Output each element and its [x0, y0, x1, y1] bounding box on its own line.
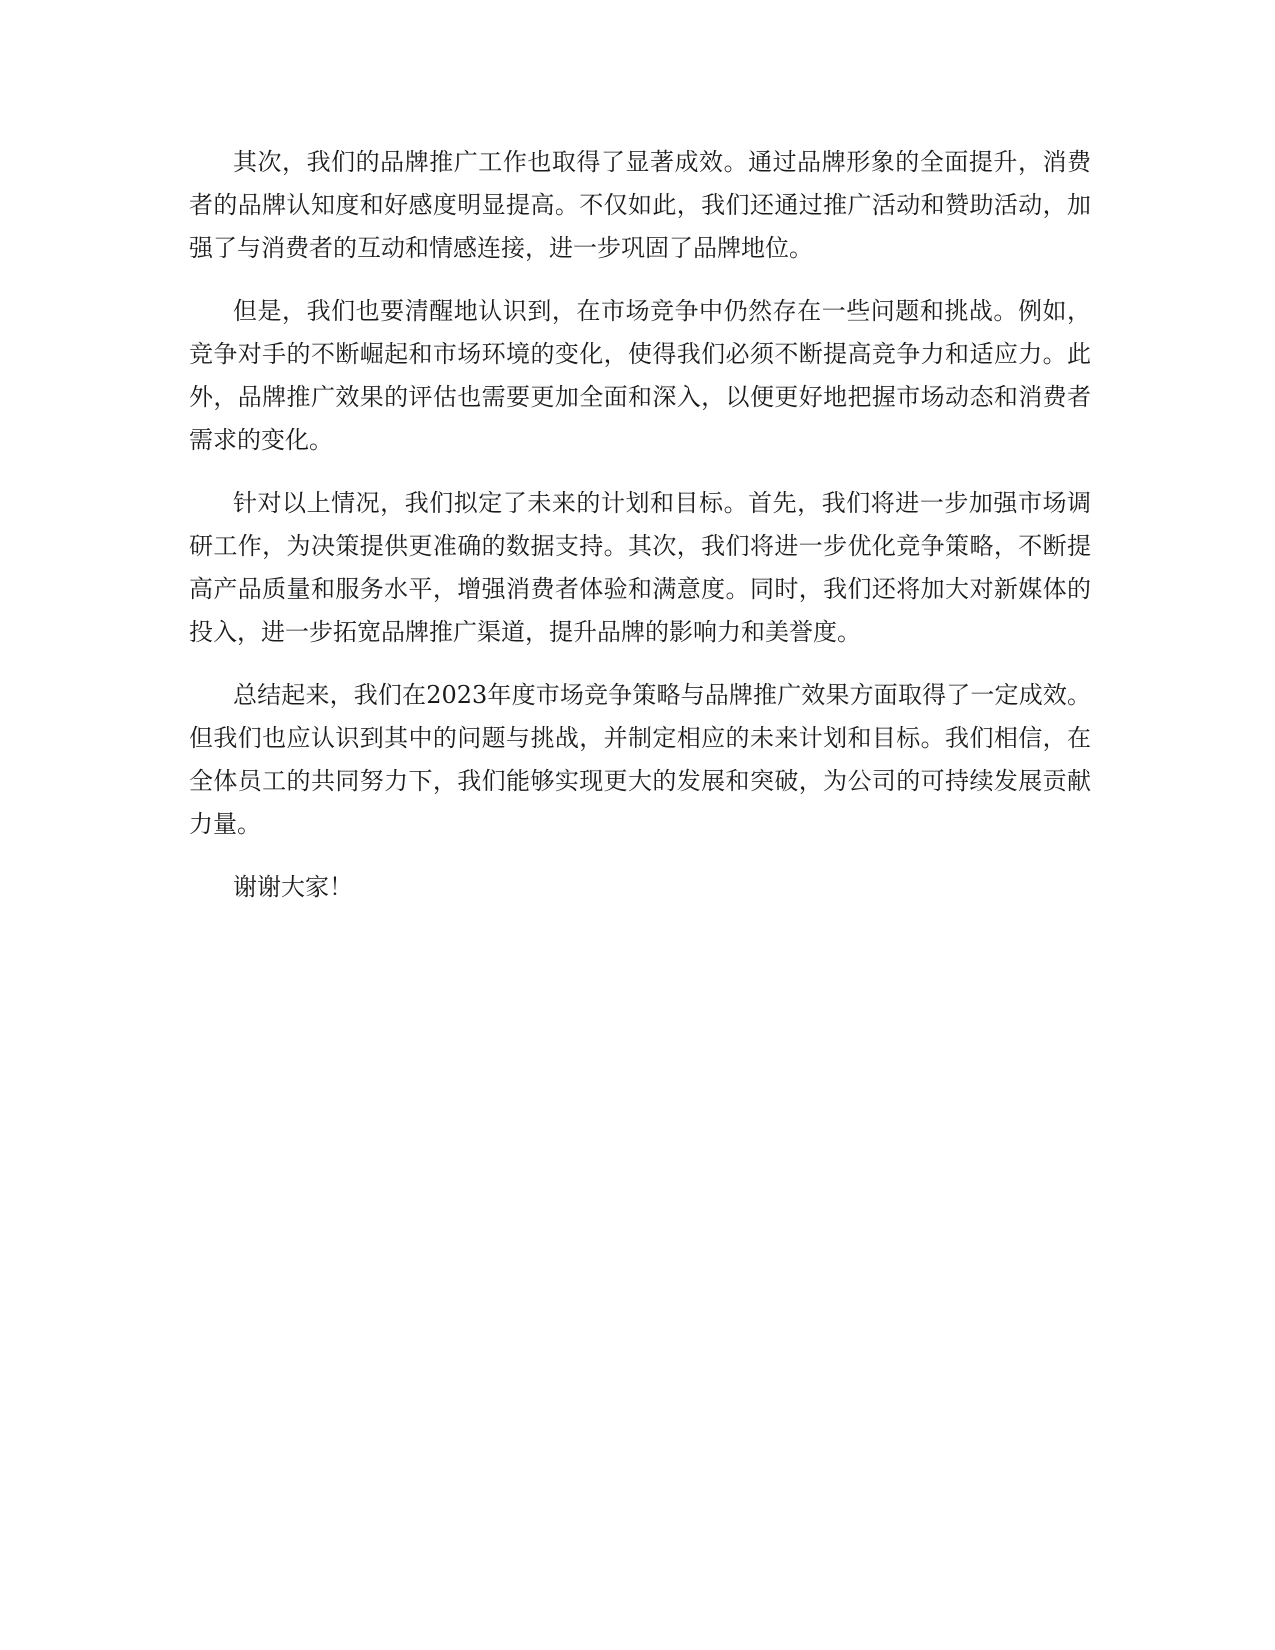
paragraph-summary: 总结起来，我们在2023年度市场竞争策略与品牌推广效果方面取得了一定成效。但我们也应认识到其中的问题与挑战，并制定相应的未来计划和目标。我们相信，在全体员工的共同努力下，我们能够实现更大的发展和突破，为公司的可持续发展贡献力量。 [189, 681, 1091, 838]
paragraph-thanks: 谢谢大家！ [233, 873, 353, 901]
paragraph-future-plans: 针对以上情况，我们拟定了未来的计划和目标。首先，我们将进一步加强市场调研工作，为决策提供更准确的数据支持。其次，我们将进一步优化竞争策略，不断提高产品质量和服务水平，增强消费者体验和满意度。同时，我们还将加大对新媒体的投入，进一步拓宽品牌推广渠道，提升品牌的影响力和美誉度。 [189, 489, 1091, 646]
paragraph-brand-promotion: 其次，我们的品牌推广工作也取得了显著成效。通过品牌形象的全面提升，消费者的品牌认知度和好感度明显提高。不仅如此，我们还通过推广活动和赞助活动，加强了与消费者的互动和情感连接，进一步巩固了品牌地位。 [189, 148, 1091, 262]
paragraph-challenges: 但是，我们也要清醒地认识到，在市场竞争中仍然存在一些问题和挑战。例如，竞争对手的不断崛起和市场环境的变化，使得我们必须不断提高竞争力和适应力。此外，品牌推广效果的评估也需要更加全面和深入，以便更好地把握市场动态和消费者需求的变化。 [189, 297, 1091, 454]
document-body [189, 141, 1091, 929]
